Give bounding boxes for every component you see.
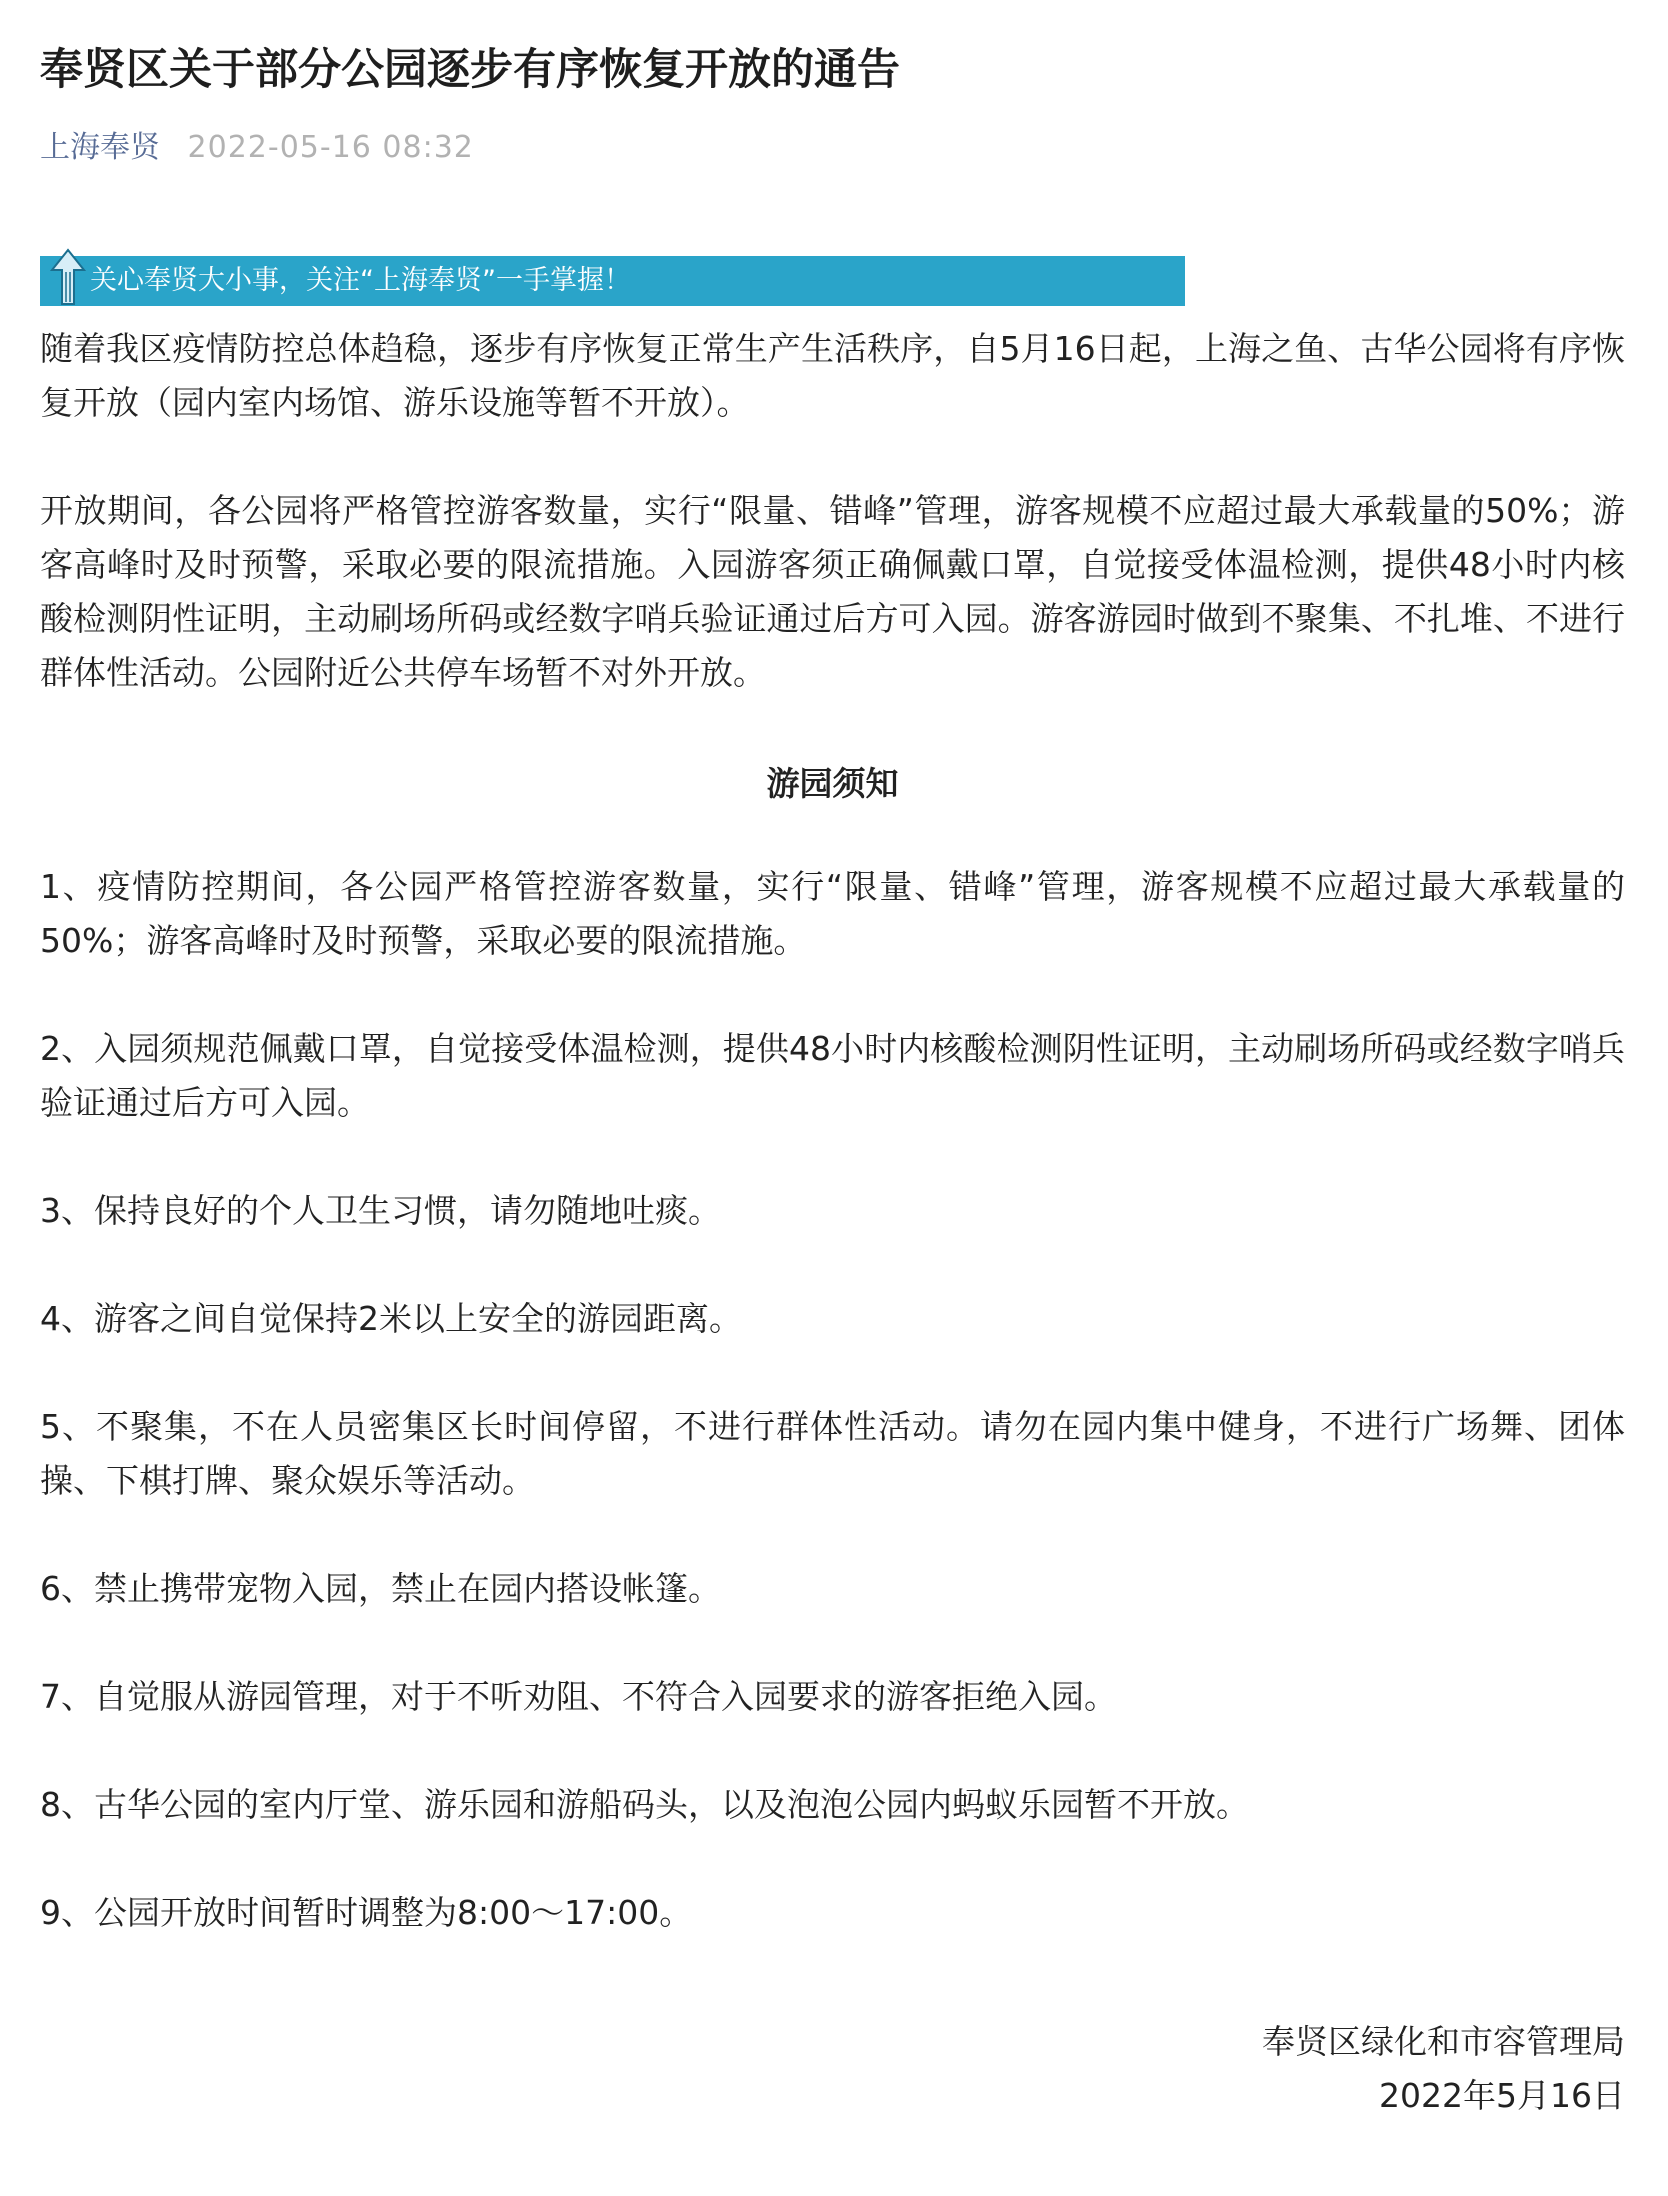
- section-title: 游园须知: [766, 764, 899, 803]
- rule-item: 7、自觉服从游园管理，对于不听劝阻、不符合入园要求的游客拒绝入园。: [40, 1677, 1117, 1716]
- signature-org: 奉贤区绿化和市容管理局: [1262, 2022, 1625, 2061]
- intro-paragraph: 随着我区疫情防控总体趋稳，逐步有序恢复正常生产生活秩序，自5月16日起，上海之鱼、古华公园将有序恢复开放（园内室内场馆、游乐设施等暂不开放）。: [40, 329, 1625, 422]
- account-name-link[interactable]: 上海奉贤: [40, 130, 160, 165]
- publish-time: 2022-05-16 08:32: [187, 130, 474, 165]
- rule-item: 9、公园开放时间暂时调整为8:00～17:00。: [40, 1893, 693, 1932]
- follow-banner: [40, 256, 1185, 306]
- article-title: 奉贤区关于部分公园逐步有序恢复开放的通告: [40, 45, 900, 95]
- rule-item: 3、保持良好的个人卫生习惯，请勿随地吐痰。: [40, 1191, 721, 1230]
- rule-item: 2、入园须规范佩戴口罩，自觉接受体温检测，提供48小时内核酸检测阴性证明，主动刷场所码或经数字哨兵验证通过后方可入园。: [40, 1029, 1625, 1122]
- measures-paragraph: 开放期间，各公园将严格管控游客数量，实行“限量、错峰”管理，游客规模不应超过最大承载量的50%；游客高峰时及时预警，采取必要的限流措施。入园游客须正确佩戴口罩，自觉接受体温检测，提供48小时内核酸检测阴性证明，主动刷场所码或经数字哨兵验证通过后方可入园。游客游园时做到不聚集、不扎堆、不进行群体性活动。公园附近公共停车场暂不对外开放。: [40, 491, 1625, 692]
- rule-item: 8、古华公园的室内厅堂、游乐园和游船码头，以及泡泡公园内蚂蚁乐园暂不开放。: [40, 1785, 1249, 1824]
- signature-date: 2022年5月16日: [1379, 2076, 1625, 2115]
- article-meta: [40, 128, 474, 168]
- rule-item: 1、疫情防控期间，各公园严格管控游客数量，实行“限量、错峰”管理，游客规模不应超过最大承载量的50%；游客高峰时及时预警，采取必要的限流措施。: [40, 867, 1625, 960]
- banner-text: 关心奉贤大小事，关注“上海奉贤”一手掌握！: [90, 265, 631, 296]
- rule-item: 5、不聚集，不在人员密集区长时间停留，不进行群体性活动。请勿在园内集中健身，不进行广场舞、团体操、下棋打牌、聚众娱乐等活动。: [40, 1407, 1625, 1500]
- up-arrow-icon: [46, 248, 90, 306]
- rule-item: 6、禁止携带宠物入园，禁止在园内搭设帐篷。: [40, 1569, 721, 1608]
- rule-item: 4、游客之间自觉保持2米以上安全的游园距离。: [40, 1299, 742, 1338]
